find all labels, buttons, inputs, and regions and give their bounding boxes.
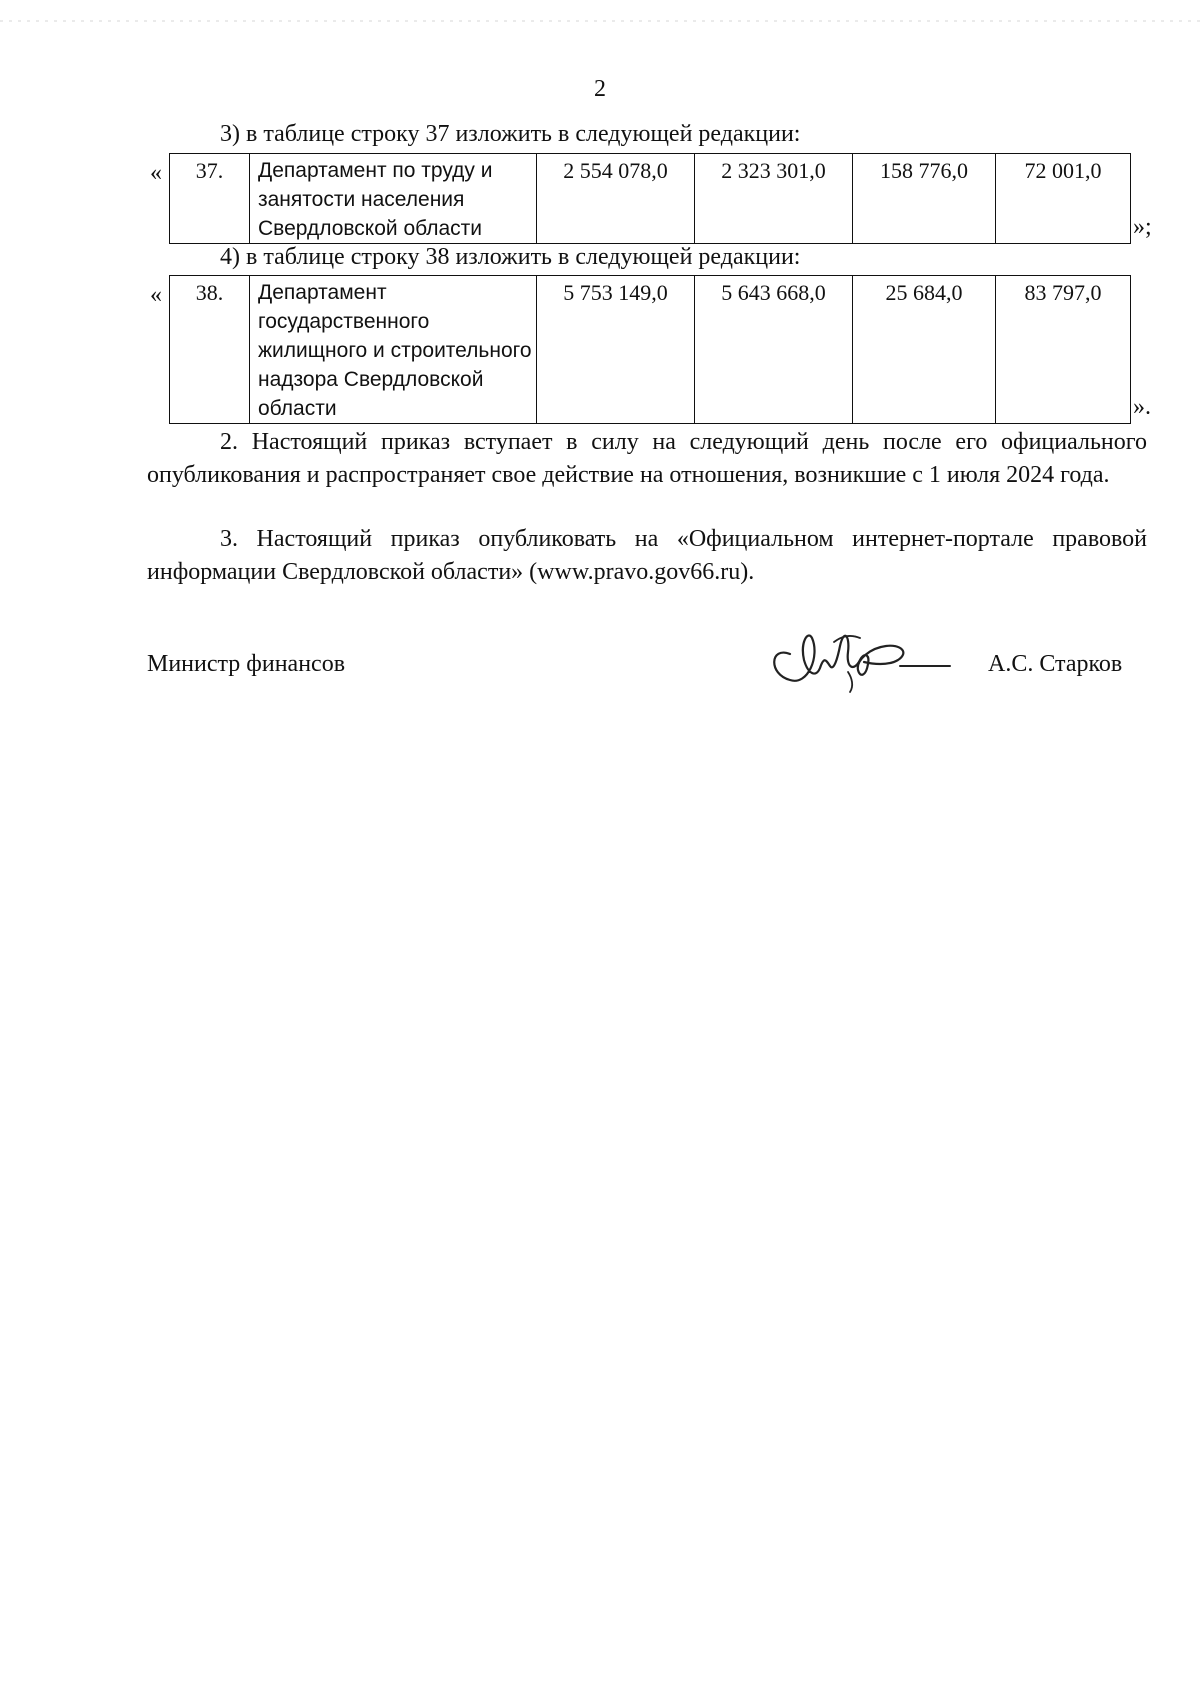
item3-close-quote: »;: [1133, 214, 1152, 240]
item3-intro: 3) в таблице строку 37 изложить в следующей редакции:: [220, 121, 801, 147]
item4-close-quote: ».: [1133, 394, 1151, 420]
value-cell: 2 554 078,0: [537, 154, 695, 244]
value-cell: 2 323 301,0: [695, 154, 853, 244]
value-cell: 5 643 668,0: [695, 276, 853, 424]
table-row: [170, 154, 1131, 244]
paragraph-3: 3. Настоящий приказ опубликовать на «Официальном интернет-портале правовой информации Свердловской области» (www.pravo.gov66.ru).: [147, 526, 1147, 585]
paragraph-2: 2. Настоящий приказ вступает в силу на следующий день после его официального опубликования и распространяет свое действие на отношения, возникшие с 1 июля 2024 года.: [147, 429, 1147, 488]
value-cell: 72 001,0: [996, 154, 1131, 244]
scan-edge-noise: [0, 20, 1200, 22]
page-number: 2: [594, 76, 606, 102]
value-cell: 5 753 149,0: [537, 276, 695, 424]
value-cell: 83 797,0: [996, 276, 1131, 424]
table-row: [170, 276, 1131, 424]
department-name: Департамент по труду и занятости населения Свердловской области: [250, 154, 537, 244]
signatory-position: Министр финансов: [147, 651, 346, 677]
item3-open-quote: «: [150, 160, 162, 186]
item3-table: [169, 153, 1131, 244]
item4-table: [169, 275, 1131, 424]
signatory-name: А.С. Старков: [988, 651, 1123, 677]
item4-open-quote: «: [150, 282, 162, 308]
row-number: 38.: [170, 276, 250, 424]
handwritten-signature: [760, 616, 960, 696]
row-number: 37.: [170, 154, 250, 244]
value-cell: 158 776,0: [853, 154, 996, 244]
department-name: Департамент государственного жилищного и строительного надзора Свердловской области: [250, 276, 537, 424]
value-cell: 25 684,0: [853, 276, 996, 424]
item4-intro: 4) в таблице строку 38 изложить в следующей редакции:: [220, 244, 801, 270]
